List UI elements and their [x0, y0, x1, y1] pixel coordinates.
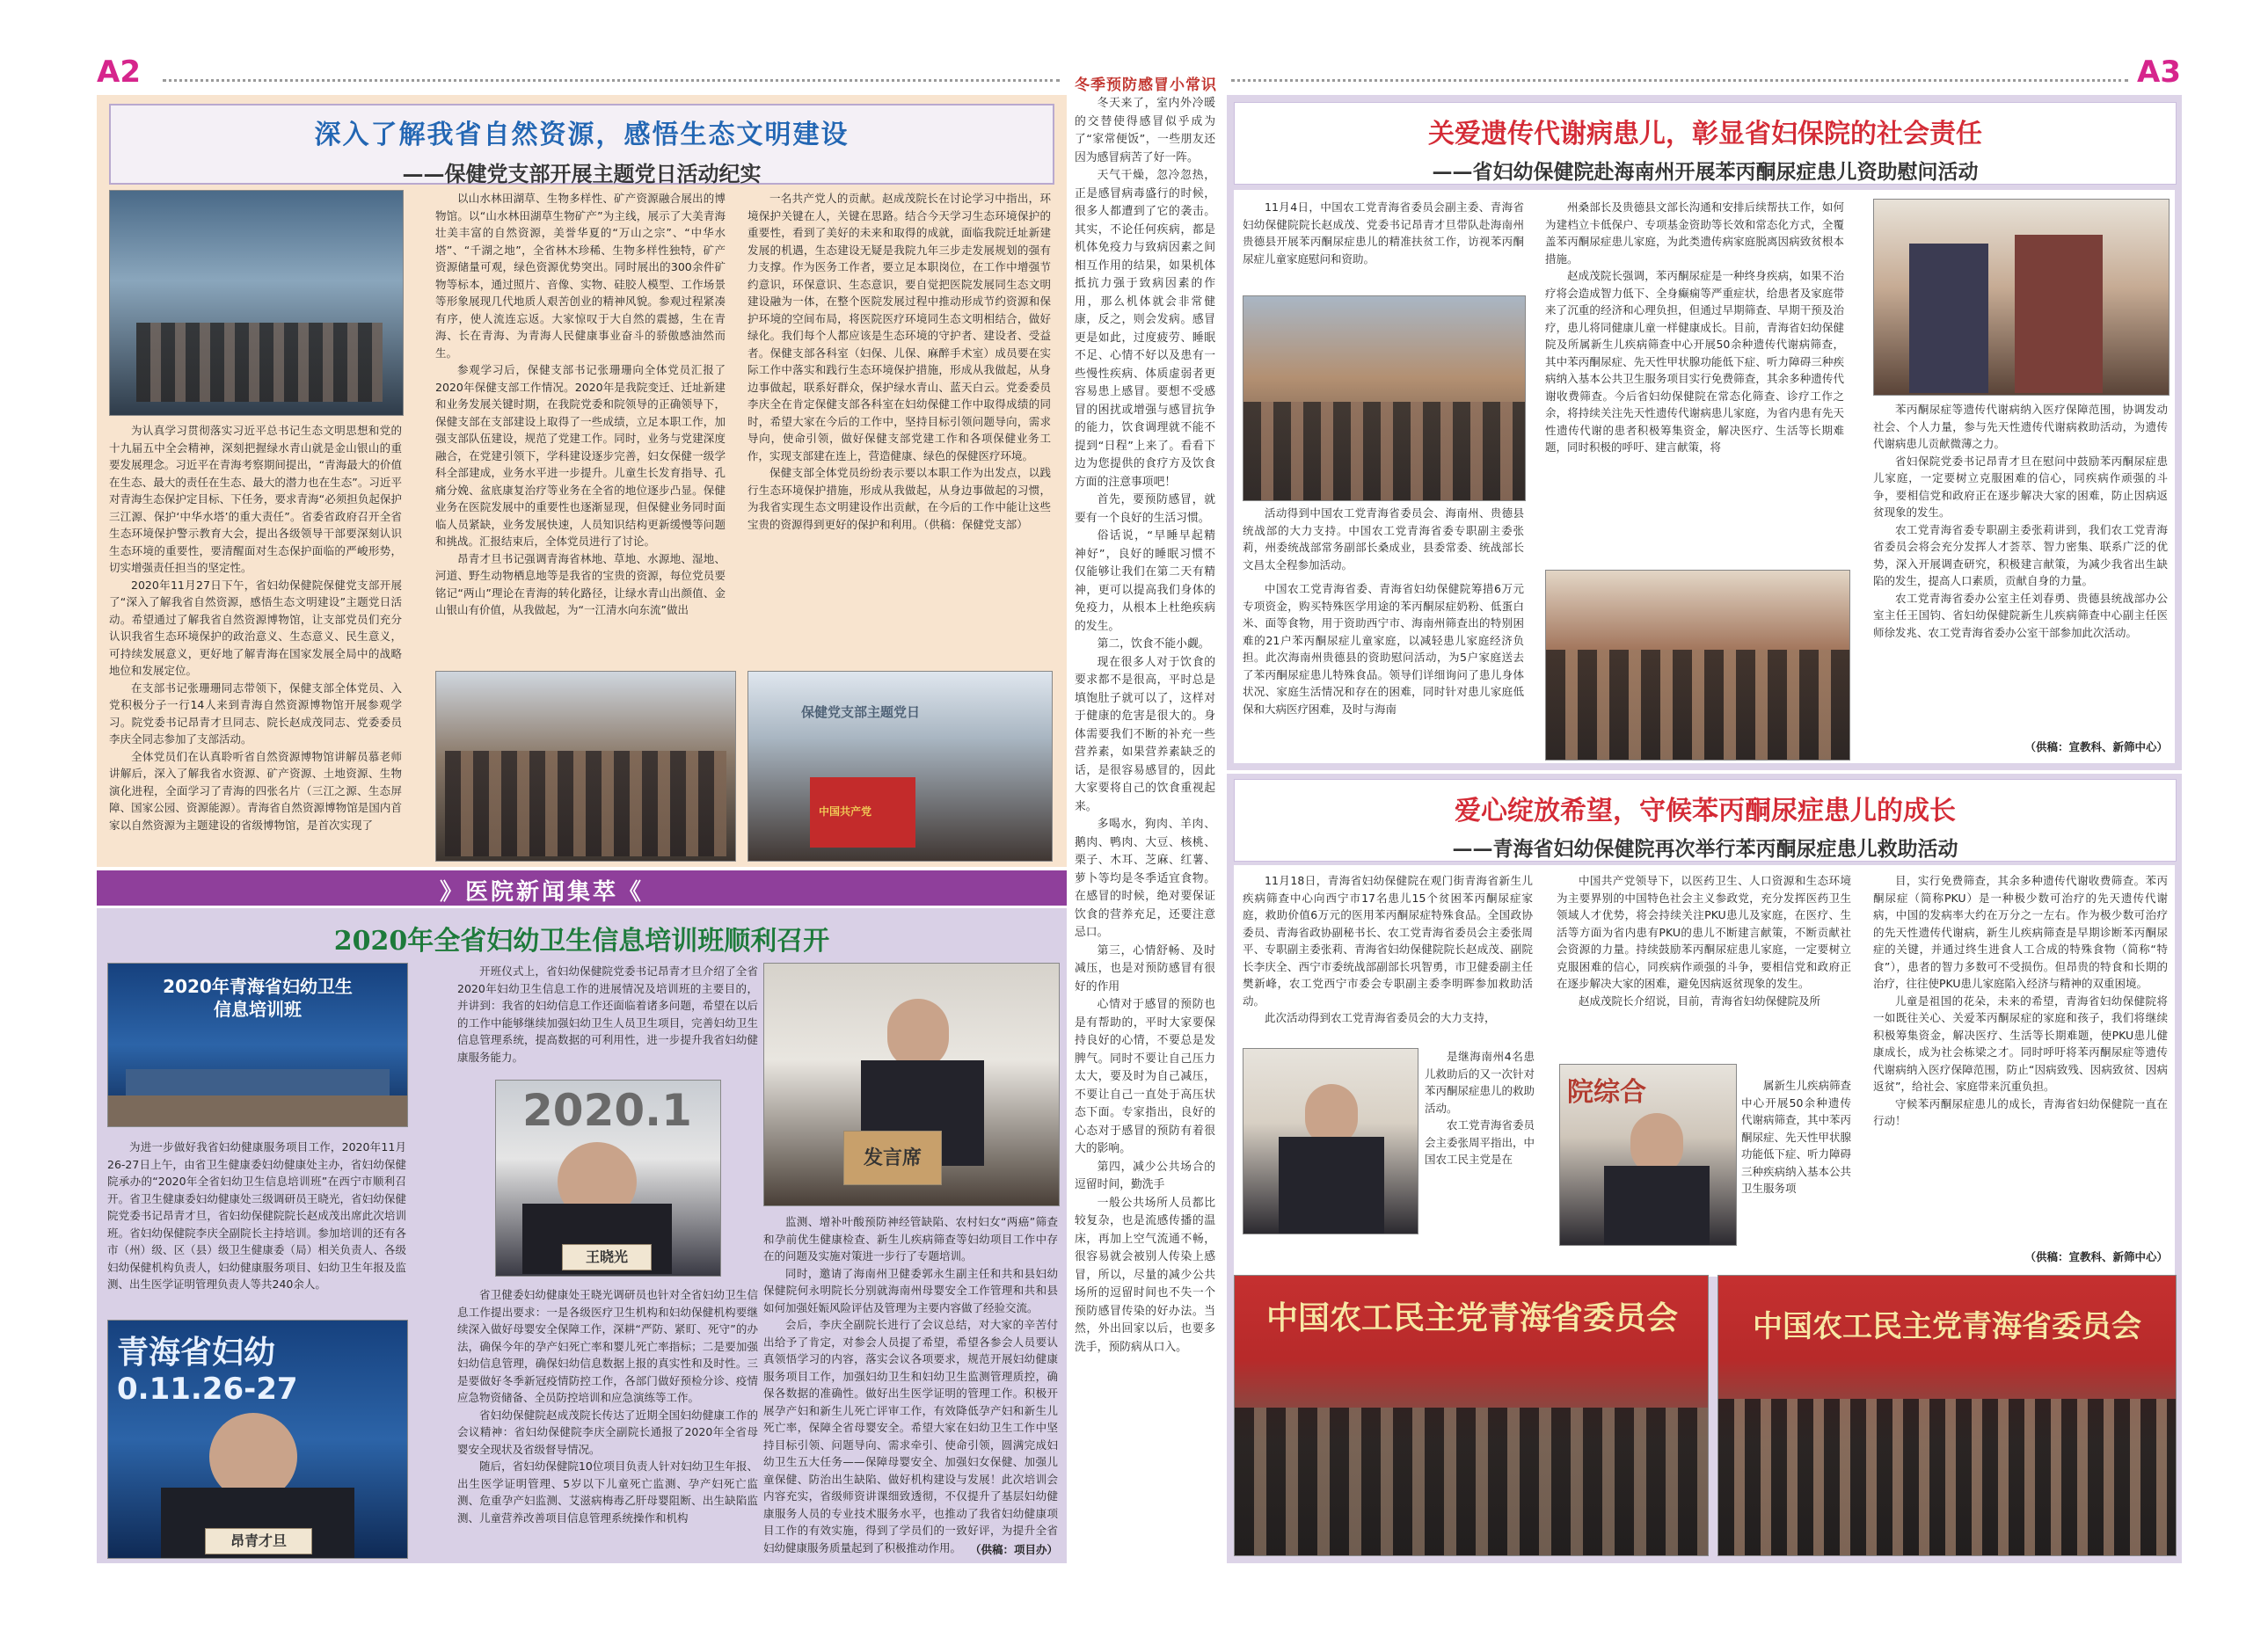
- article-3-col2: 州桑部长及贵德县文部长沟通和安排后续帮扶工作，如何为建档立卡低保户、专项基金资助等长效和常态化方式，全覆盖苯丙酮尿症患儿家庭，为此类遗传病家庭脱离因病致贫根本措施。 赵成茂院长强调，苯丙酮尿症是一种终身疾病，如果不治疗将会造成智力低下、全身癫痫等严重症状，给患者及家庭带来了沉重的经济和心理负担，但通过早期筛查、早期干预及治疗，患儿将同健康儿童一样健康成长。目前，青海省妇幼保健院及所属新生儿疾病筛查中心开展50余种遗传代谢病筛查，其中苯丙酮尿症、先天性甲状腺功能低下症、听力障碍三种疾病纳入基本公共卫生服务项目实行免费筛查，其余多种遗传代谢收费筛查。今后省妇幼保健院在常态化筛查、诊疗工作之余，将持续关注先天性遗传代谢病患儿家庭，为省内患有先天性遗传代谢的患者积极筹集资金，解决医疗、生活等长期难题，同时积极的呼吁、建言献策，将: [1545, 200, 1844, 454]
- article-3-col1-top: 11月4日，中国农工党青海省委员会副主委、青海省妇幼保健院院长赵成茂、党委书记昂青才旦带队赴海南州贵德县开展苯丙酮尿症患儿的精准扶贫工作，访视苯丙酮尿症儿童家庭慰问和资助。: [1243, 200, 1524, 266]
- article-2-panel: [97, 908, 1067, 1563]
- article-3-col1-bottom: 中国农工党青海省委、青海省妇幼保健院筹措6万元专项资金，购买特殊医学用途的苯丙酮尿症奶粉、低蛋白米、面等食物，用于资助西宁市、海南州筛查出的特别困难的21户苯丙酮尿症儿童家庭，以减轻患儿家庭经济负担。此次海南州贵德县的资助慰问活动，为5户家庭送去了苯丙酮尿症患儿特殊食品。领导们详细询问了患儿身体状况、家庭生活情况和存在的困难，同时针对患儿家庭低保和大病医疗困难，及时与海南: [1243, 582, 1524, 716]
- article-4-subtitle: ——青海省妇幼保健院再次举行苯丙酮尿症患儿救助活动: [1452, 837, 1958, 861]
- article-2-col3: 监测、增补叶酸预防神经管缺陷、农村妇女“两癌”筛查和孕前优生健康检查、新生儿疾病筛查等妇幼项目工作中存在的问题及实施对策进一步行了专题培训。 同时，邀请了海南州卫健委郭永生副主任和共和县妇幼保健院何永明院长分别就海南州母婴安全工作管理和共和县如何加强妊娠风险评估及管理为主要内容做了经验交流。 会后，李庆全副院长进行了会议总结，对大家的辛苦付出给予了肯定，对参会人员提了希望，希望各参会人员要认真领悟学习的内容，落实会议各项要求，规范开展妇幼健康服务项目工作，加强妇幼卫生和妇幼卫生监测管理质控，确保各数据的准确性。做好出生医学证明的管理工作。积极开展孕产妇和新生儿死亡评审工作，有效降低孕产妇和新生儿死亡率，保障全省母婴安全。希望大家在妇幼卫生工作中坚持目标引领、问题导向、需求牵引、使命引领，圆满完成妇幼卫生五大任务——保障母婴安全、加强妇女保健、加强儿童保健、防治出生缺陷、做好机构建设与发展！此次培训会内容充实，省级师资讲课细致透彻，不仅提升了基层妇幼健康服务人员的专业技术服务水平，也推动了我省妇幼健康项目工作的有效实施，得到了学员们的一致好评，为提升全省妇幼健康服务质量起到了积极推动作用。: [763, 1215, 1058, 1554]
- family-visit-photo: [1545, 570, 1850, 761]
- podium-sign: 发言席: [843, 1131, 942, 1185]
- article-3-panel: [1227, 95, 2182, 770]
- center-column-text: 冬天来了，室内外冷暖的交替使得感冒似乎成为了“家常便饭”，一些朋友还因为感冒病苦了好一阵。 天气干燥，忽冷忽热，正是感冒病毒盛行的时候，很多人都遭到了它的袭击。其实，不论任何疾病，都是机体免疫力与致病因素之间相互作用的结果，如果机体抵抗力强于致病因素的作用，那么机体就会非常健康，反之，则会发病。感冒更是如此，过度疲劳、睡眠不足、心情不好以及患有一些慢性疾病、体质虚弱者更容易患上感冒。要想不受感冒的困扰或增强与感冒抗争的能力，饮食调理就不能不提到“日程”上来了。看看下边为您提供的食疗方及饮食方面的注意事项吧！ 首先，要预防感冒，就要有一个良好的生活习惯。 俗话说，“早睡早起精神好”，良好的睡眠习惯不仅能够让我们在第二天有精神，更可以提高我们身体的免疫力，从根本上杜绝疾病的发生。 第二，饮食不能小觑。 现在很多人对于饮食的要求都不是很高，平时总是填饱肚子就可以了，这样对于健康的危害是很大的。身体需要我们不断的补充一些营养素，如果营养素缺乏的话，是很容易感冒的，因此大家要将自己的饮食重视起来。 多喝水，狗肉、羊肉、鹅肉、鸭肉、大豆、核桃、栗子、木耳、芝麻、红薯、萝卜等均是冬季适宜食物。在感冒的时候，绝对要保证饮食的营养充足，还要注意忌口。 第三，心情舒畅、及时减压，也是对预防感冒有很好的作用 心情对于感冒的预防也是有帮助的，平时大家要保持良好的心情，不要总是发脾气。同时不要让自己压力太大，要及时为自己减压，不要让自己一直处于高压状态下面。专家指出，良好的心态对于感冒的预防有着很大的影响。 第四，减少公共场合的逗留时间，勤洗手 一般公共场所人员都比较复杂，也是流感传播的温床，再加上空气流通不畅，很容易就会被别人传染上感冒，所以，尽量的减少公共场所的逗留时间也不失一个预防感冒传染的好办法。当然，外出回家以后，也要多洗手，预防病从口入。: [1075, 97, 1215, 1354]
- name-plate-wang: 王晓光: [562, 1244, 652, 1270]
- article-3-subtitle: ——省妇幼保健院赴海南州开展苯丙酮尿症患儿资助慰问活动: [1432, 160, 1979, 184]
- page-number-left: A2: [97, 55, 141, 90]
- article-4-col1: 11月18日，青海省妇幼保健院在观门街青海省新生儿疾病筛查中心向西宁市17名患儿15个贫困苯丙酮尿症家庭，救助价值6万元的医用苯丙酮尿症特殊食品。全国政协委员、青海省政协副秘书长、农工党青海省委员会主委张周平、专职副主委张莉、青海省妇幼保健院院长赵成茂、副院长李庆全、西宁市委统战部副部长巩智勇，市卫健委副主任樊新峰，农工党西宁市委会专职副主委李明晖参加救助活动。 此次活动得到农工党青海省委员会的大力支持，: [1243, 874, 1533, 1024]
- page-number-right: A3: [2137, 55, 2181, 90]
- angqing-caidan-photo: 青海省妇幼 0.11.26-27 昂青才旦: [107, 1320, 408, 1559]
- article-4-title-box: [1234, 779, 2177, 862]
- child-family-photo: [1873, 199, 2170, 396]
- article-1-col3: 一名共产党人的贡献。赵成茂院长在讨论学习中指出，环境保护关键在人，关键在思路。结合今天学习生态环境保护的重要性，看到了美好的未来和取得的成就，面临我院迁址新建发展的机遇，生态建设无疑是我院九年三步走发展规划的强有力支撑。作为医务工作者，要立足本职岗位，在工作中增强节约意识，环保意识、生态意识，要自觉把医院发展同生态文明建设融为一体，在整个医院发展过程中推动形成节约资源和保护环境的空间布局，将医院医疗环境同生态文明相结合，做好绿化。我们每个人都应该是生态环境的守护者、建设者、受益者。保健支部各科室（妇保、儿保、麻醉手术室）成员要在实际工作中落实和践行生态环境保护措施，形成从我做起，从身边事做起，联系好群众，保护绿水青山、蓝天白云。党委委员李庆全在肯定保健支部各科室在妇幼保健工作中取得成绩的同时，希望大家在今后的工作中，坚持目标引领问题导向，需求导向，使命引领，做好保健支部党建工作和各项保健业务工作，实现支部建在连上，营造健康、绿色的保健医疗环境。 保健支部全体党员纷纷表示要以本职工作为出发点，以践行生态环境保护措施，形成从我做起，从身边事做起的习惯，为我省实现生态文明建设作出贡献，在今后的工作中能让这些宝贵的资源得到更好的保护和利用。（供稿：保健党支部）: [747, 192, 1051, 531]
- museum-photo: [109, 190, 404, 416]
- museum-group-photo: [435, 671, 736, 862]
- red-banner-1: 中国农工民主党青海省委员会: [1265, 1299, 1678, 1336]
- article-3-title: 关爱遗传代谢病患儿，彰显省妇保院的社会责任: [1428, 119, 1982, 149]
- article-1-col2: 以山水林田湖草、生物多样性、矿产资源融合展出的博物馆。以“山水林田湖草生物矿产”为主线，展示了大美青海壮美丰富的自然资源，美誉华夏的“万山之宗”、“中华水塔”、“千湖之地”，全省林木珍稀、生物多样性独特，矿产资源储量可观，绿色资源优势突出。同时展出的300余件矿物等标本，通过照片、音像、实物、硅胶人模型、工作场景等形象展现几代地质人艰苦创业的精神风貌。参观过程紧凑有序，使人流连忘返。大家惊叹于大自然的震撼，生在青海、长在青海、为青海人民健康事业奋斗的骄傲感油然而生。 参观学习后，保健支部书记张珊珊向全体党员汇报了2020年保健支部工作情况。2020年是我院变迁、迁址新建和业务发展关键时期，在我院党委和院领导的正确领导下，保健支部在支部建设上取得了一些成绩，立足本职工作，加强支部队伍建设，规范了党建工作。同时，业务与党建深度融合，在党建引领下，学科建设逐步完善，妇女保健一级学科全部建成，业务水平进一步提升。儿童生长发育指导、孔痛分娩、盆底康复治疗等业务在全省的地位逐步凸显。保健业务在医院发展中的重要性也逐渐显现，但保健业务同时面临人员紧缺，业务发展快速，人员知识结构更新缓慢等问题和挑战。汇报结束后，全体党员进行了讨论。 昂青才旦书记强调青海省林地、草地、水源地、湿地、河道、野生动物栖息地等是我省的宝贵的资源，每位党员要铭记“两山”理论在青海的转化路径，让绿水青山出颜值、金山银山有价值，从我做起，为“一江清水向东流”做出: [435, 192, 726, 616]
- article-2-credit: （供稿：项目办）: [969, 1543, 1058, 1556]
- article-3-col3: 苯丙酮尿症等遗传代谢病纳入医疗保障范围，协调发动社会、个人力量，参与先天性遗传代谢病救助活动，为遗传代谢病患儿贡献微薄之力。 省妇保院党委书记昂青才旦在慰问中鼓励苯丙酮尿症患儿家庭，一定要树立克服困难的信心，同疾病作顽强的斗争，要相信党和政府正在逐步解决大家的困难，防止因病返贫现象的发生。 农工党青海省委专职副主委张莉讲到，我们农工党青海省委员会将会充分发挥人才荟萃、智力密集、联系广泛的优势，深入开展调查研究，积极建言献策，为减少我省出生缺陷的发生，提高人口素质，贡献自身的力量。 农工党青海省委办公室主任刘春勇、贵德县统战部办公室主任王国钧、省妇幼保健院新生儿疾病筛查中心副主任医师徐发兆、农工党青海省委办公室干部参加此次活动。: [1873, 403, 2168, 639]
- article-2-col1: 为进一步做好我省妇幼健康服务项目工作，2020年11月26-27日上午，由省卫生健康委妇幼健康处主办，省妇幼保健院承办的“2020年全省妇幼卫生信息培训班”在西宁市顺利召开。省卫生健康委妇幼健康处三级调研员王晓光，省妇幼保健院党委书记昂青才旦，省妇幼保健院院长赵成茂出席此次培训班。省妇幼保健院李庆全副院长主持培训。参加培训的还有各市（州）级、区（县）级卫生健康委（局）相关负责人、各级妇幼保健机构负责人，妇幼健康服务项目、妇幼卫生年报及监测、出生医学证明管理负责人等共240余人。: [107, 1140, 406, 1291]
- zhao-chengmao-photo: 院综合: [1559, 1064, 1737, 1246]
- header-divider-right: [1231, 79, 2128, 82]
- article-4-title: 爱心绽放希望，守候苯丙酮尿症患儿的成长: [1455, 796, 1956, 826]
- article-2-col2-cont: 省卫健委妇幼健康处王晓光调研员也针对全省妇幼卫生信息工作提出要求：一是各级医疗卫生机构和妇幼保健机构要继续深入做好母婴安全保障工作，深耕“严防、紧盯、死守”的办法，确保今年的孕产妇死亡率和婴儿死亡率指标；二是要加强妇幼信息管理，确保妇幼信息数据上报的真实性和及时性。三是要做好冬季新冠疫情防控工作，各部门做好预检分诊、疫情应急物资储备、全员防控培训和应急演练等工作。 省妇幼保健院赵成茂院长传达了近期全国妇幼健康工作的会议精神：省妇幼保健院李庆全副院长通报了2020年全省母婴安全现状及省级督导情况。 随后，省妇幼保健院10位项目负责人针对妇幼卫生年报、出生医学证明管理、5岁以下儿童死亡监测、孕产妇死亡监测、危重孕产妇监测、艾滋病梅毒乙肝母婴阻断、出生缺陷监测、儿童营养改善项目信息管理系统操作和机构: [457, 1288, 758, 1525]
- article-1-panel: [97, 95, 1067, 867]
- zhang-zhouping-photo: [1243, 1048, 1418, 1234]
- article-1-title: 深入了解我省自然资源，感悟生态文明建设: [314, 120, 850, 150]
- podium-speaker-photo: [763, 963, 1060, 1206]
- article-4-panel: [1227, 774, 2182, 1563]
- article-1-subtitle: ——保健党支部开展主题党日活动纪实: [402, 161, 762, 186]
- article-2-col2: 开班仪式上，省妇幼保健院党委书记昂青才旦介绍了全省2020年妇幼卫生信息工作的进展情况及培训班的主要目的，并讲到：我省的妇幼信息工作还面临着诸多问题，希望在以后的工作中能够继续加强妇幼卫生人员卫生项目，完善妇幼卫生信息管理系统，提高数据的可利用性，进一步提升我省妇幼健康服务能力。: [457, 964, 758, 1064]
- article-3-photo-caption: 活动得到中国农工党青海省委员会、海南州、贵德县统战部的大力支持。中国农工党青海省委专职副主委张莉，州委统战部常务副部长桑成业，县委常委、统战部长文昌太全程参加活动。: [1243, 506, 1524, 571]
- article-4-col2: 中国共产党领导下，以医药卫生、人口资源和生态环境为主要界别的中国特色社会主义参政党，充分发挥医药卫生领域人才优势，将会持续关注PKU患儿及家庭，在医疗、生活等方面为省内患有PKU的患儿不断建言献策，不断贡献社会资源的力量。持续鼓励苯丙酮尿症患儿家庭，一定要树立克服困难的信心，同疾病作顽强的斗争，要相信党和政府正在逐步解决大家的困难，避免因病返贫现象的发生。 赵成茂院长介绍说，目前，青海省妇幼保健院及所: [1557, 874, 1851, 1008]
- center-column-title: 冬季预防感冒小常识: [1075, 76, 1217, 94]
- article-1-col1: 为认真学习贯彻落实习近平总书记生态文明思想和党的十九届五中全会精神，深刻把握绿水青山就是金山银山的重要发展理念。习近平在青海考察期间提出，“青海最大的价值在生态、最大的责任在生态、最大的潜力也在生态”。习近平对青海生态保护定目标、下任务，要求青海“必须担负起保护三江源、保护‘中华水塔’的重大责任”。省委省政府召开全省生态环境保护警示教育大会，提出各级领导干部要深刻认识生态环境的重要性，要清醒面对生态保护面临的严峻形势，切实增强责任担当的坚定性。 2020年11月27日下午，省妇幼保健院保健党支部开展了“深入了解我省自然资源，感悟生态文明建设”主题党日活动。希望通过了解我省自然资源博物馆，让支部党员们充分认识我省生态环境保护的政治意义、生态意义、民生意义，可持续发展意义，更好地了解青海在国家发展全局中的战略地位和发展定位。 在支部书记张珊珊同志带领下，保健支部全体党员、入党积极分子一行14人来到青海自然资源博物馆开展参观学习。院党委书记昂青才旦同志、院长赵成茂同志、党委委员李庆全同志参加了支部活动。 全体党员们在认真聆听省自然资源博物馆讲解员慕老师讲解后，深入了解我省水资源、矿产资源、土地资源、生物演化进程，全面学习了青海的四张名片（三江之源、生态屏障、国家公园、资源能源）。青海省自然资源博物馆是国内首家以自然资源为主题建设的省级博物馆，是首次实现了: [109, 424, 402, 832]
- party-flag: 中国共产党: [819, 805, 872, 818]
- article-4-credit: （供稿：宣教科、新筛中心）: [2024, 1250, 2168, 1263]
- donation-group-photo-2: [1717, 1275, 2177, 1556]
- section-banner: 》医院新闻集萃《: [97, 870, 1067, 906]
- party-flag-photo: [747, 671, 1053, 862]
- article-4-col3: 目，实行免费筛查，其余多种遗传代谢收费筛查。苯丙酮尿症（简称PKU）是一种极少数可治疗的先天遗传代谢病，中国的发病率大约在万分之一左右。作为极少数可治疗的先天性遗传代谢病，新生儿疾病筛查是早期诊断苯丙酮尿症的关键，并通过终生进食人工合成的特殊食物（简称“特食”），患者的智力多数可不受损伤。但昂贵的特食和长期的治疗，往往使PKU患儿家庭陷入经济与精神的双重困境。 儿童是祖国的花朵，未来的希望，青海省妇幼保健院将一如既往关心、关爱苯丙酮尿症的家庭和孩子，我们将继续积极筹集资金，解决医疗、生活等长期难题，使PKU患儿健康成长，成为社会栋梁之才。同时呼吁将苯丙酮尿症等遗传代谢病纳入医疗保障范围，防止“因病致残、因病致贫、因病返贫”，给社会、家庭带来沉重负担。 守候苯丙酮尿症患儿的成长，青海省妇幼保健院一直在行动！: [1873, 874, 2168, 1127]
- training-banner-photo: 2020年青海省妇幼卫生 信息培训班: [107, 963, 408, 1127]
- article-3-title-box: [1234, 102, 2177, 185]
- wang-xiaoguang-photo: 2020.1 王晓光: [495, 1080, 721, 1277]
- name-plate-angqing: 昂青才旦: [205, 1528, 312, 1554]
- article-3-credit: （供稿：宣教科、新筛中心）: [2024, 740, 2168, 753]
- red-banner-2: 中国农工民主党青海省委员会: [1753, 1309, 2141, 1344]
- donation-group-photo-1: [1234, 1275, 1709, 1556]
- article-2-title: 2020年全省妇幼卫生信息培训班顺利召开: [333, 926, 830, 957]
- article-4-col1-right: 是继海南州4名患儿救助后的又一次针对苯丙酮尿症患儿的救助活动。 农工党青海省委员会主委张周平指出，中国农工民主党是在: [1425, 1050, 1535, 1166]
- article-1-title-box: [109, 104, 1054, 185]
- mountain-mural-caption: 保健党支部主题党日: [801, 704, 921, 720]
- guide-village-photo: [1243, 295, 1526, 501]
- article-4-col2-right: 属新生儿疾病筛查中心开展50余种遗传代谢病筛查，其中苯丙酮尿症、先天性甲状腺功能低下症、听力障碍三种疾病纳入基本公共卫生服务项: [1741, 1079, 1852, 1195]
- header-divider-left: [163, 79, 1060, 82]
